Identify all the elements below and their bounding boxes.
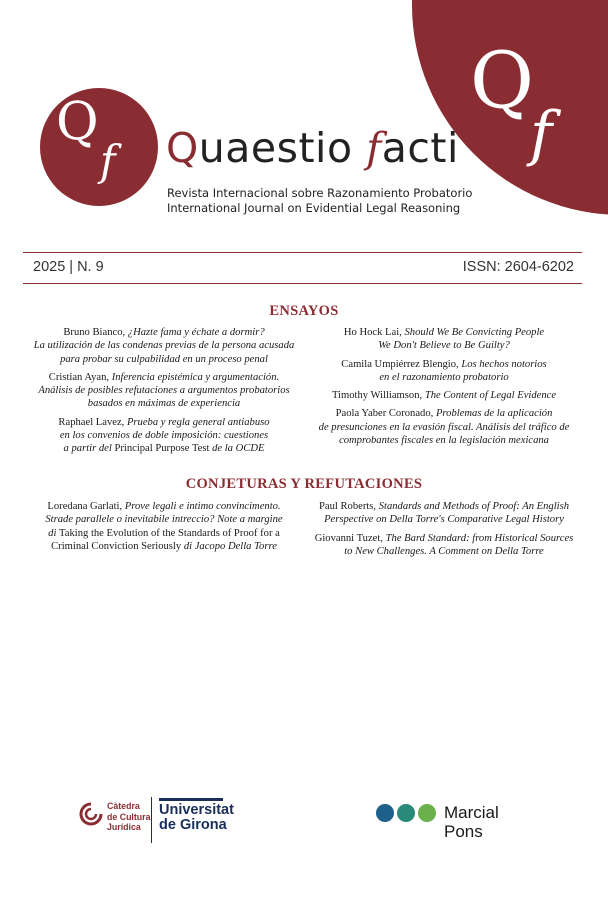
article-title-text: Should We Be Convicting People: [404, 327, 545, 338]
article-entry: [310, 358, 578, 385]
article-plain-text: Taking the Evolution of the Standards of Proof for a: [59, 527, 280, 539]
entry-line: [30, 500, 298, 513]
article-title-text: a partir del: [63, 443, 115, 455]
entry-line: [310, 421, 578, 434]
ensayos-left-column: [30, 326, 298, 461]
title-part-1: uaestio: [198, 124, 367, 172]
article-plain-text: Principal Purpose Test: [114, 443, 213, 455]
catedra-spiral-icon: [78, 800, 104, 830]
article-title-text: di: [48, 527, 60, 539]
corner-monogram-q: Q: [470, 36, 534, 126]
article-entry: [30, 326, 298, 366]
section-title-conjeturas: CONJETURAS Y REFUTACIONES: [185, 476, 423, 492]
marcial-pons-logo-text: [444, 803, 499, 841]
logo-monogram-f: f: [100, 136, 116, 185]
article-title-text: to New Challenges. A Comment on Della Torre: [344, 545, 544, 557]
title-part-2: acti: [381, 124, 459, 172]
marcial-pons-circles-icon: [375, 803, 439, 823]
article-title-text: Inferencia epistémica y argumentación.: [111, 371, 280, 383]
entry-line: [310, 545, 578, 558]
article-title-text: Prove legali e intimo convincimento.: [124, 501, 281, 512]
article-author: Paul Roberts,: [318, 501, 379, 512]
entry-line: [30, 429, 298, 442]
divider-top: [23, 252, 582, 253]
entry-line: [310, 389, 578, 402]
entry-line: [30, 397, 298, 410]
issue-year-number: 2025 | N. 9: [33, 259, 104, 275]
entry-line: [30, 442, 298, 455]
article-title-text: We Don't Believe to Be Guilty?: [378, 340, 510, 352]
entry-line: [30, 513, 298, 526]
mp-line: Marcial: [444, 803, 499, 822]
article-plain-text: Criminal Conviction Seriously: [51, 540, 184, 552]
article-title-text: ¿Hazte fama y échate a dormir?: [127, 327, 265, 338]
ensayos-right-column: [310, 326, 578, 452]
subtitle-english: International Journal on Evidential Legal Reasoning: [167, 201, 461, 215]
article-title-text: comprobantes fiscales en la legislación mexicana: [339, 435, 549, 447]
entry-line: [310, 434, 578, 447]
article-author: Timothy Williamson,: [331, 390, 425, 402]
article-author: Raphael Lavez,: [58, 416, 127, 428]
entry-line: [310, 500, 578, 513]
entry-line: [30, 527, 298, 540]
entry-line: [310, 513, 578, 526]
universitat-girona-logo-text: [159, 803, 234, 833]
article-entry: [310, 326, 578, 353]
udg-line: de Girona: [159, 817, 227, 833]
article-title-text: Análisis de posibles refutaciones a argumentos probatorios: [38, 385, 290, 397]
article-entry: [310, 407, 578, 447]
entry-line: [310, 371, 578, 384]
article-title-text: Standards and Methods of Proof: An English: [378, 501, 570, 512]
entry-line: [30, 353, 298, 366]
article-title-text: The Bard Standard: from Historical Sources: [385, 532, 574, 544]
article-entry: [30, 371, 298, 411]
entry-line: [30, 339, 298, 352]
logo-separator: [151, 797, 152, 843]
entry-line: [30, 371, 298, 384]
conjeturas-left-column: [30, 500, 298, 558]
article-entry: [30, 416, 298, 456]
entry-line: [30, 540, 298, 553]
article-author: Bruno Bianco,: [63, 327, 128, 338]
entry-line: [30, 326, 298, 339]
entry-line: [310, 358, 578, 371]
entry-line: [310, 339, 578, 352]
issue-issn: ISSN: 2604-6202: [462, 259, 574, 275]
article-author: Camila Umpiérrez Blengio,: [341, 358, 462, 370]
section-title-ensayos: ENSAYOS: [269, 303, 339, 319]
entry-line: [310, 532, 578, 545]
article-title-text: en los convenios de doble imposición: cuestiones: [59, 430, 269, 442]
udg-crest-bar: [159, 798, 223, 801]
article-title-text: Perspective on Della Torre's Comparative Legal History: [324, 514, 564, 526]
article-title-text: di Jacopo Della Torre: [183, 540, 277, 552]
conjeturas-right-column: [310, 500, 578, 563]
article-title-text: Prueba y regla general antiabuso: [126, 416, 270, 428]
mp-line: Pons: [444, 822, 483, 841]
entry-line: [310, 326, 578, 339]
article-entry: [30, 500, 298, 553]
article-author: Paola Yaber Coronado,: [335, 408, 436, 420]
entry-line: [310, 407, 578, 420]
corner-monogram-f: f: [530, 99, 553, 169]
catedra-line: Jurídica: [107, 822, 141, 832]
article-entry: [310, 500, 578, 527]
udg-line: Universitat: [159, 802, 234, 818]
entry-line: [30, 384, 298, 397]
article-entry: [310, 532, 578, 559]
article-title-text: basados en máximas de experiencia: [87, 398, 241, 410]
article-author: Ho Hock Lai,: [343, 327, 405, 338]
title-initial-q: Q: [166, 124, 199, 172]
logo-monogram-q: Q: [56, 92, 99, 152]
article-title-text: Problemas de la aplicación: [435, 408, 553, 420]
journal-title: [166, 124, 459, 172]
article-title-text: The Content of Legal Evidence: [424, 390, 557, 402]
article-author: Giovanni Tuzet,: [314, 532, 386, 544]
divider-bottom: [23, 283, 582, 284]
catedra-line: de Cultura: [107, 811, 151, 822]
catedra-logo-text: [107, 801, 151, 833]
subtitle-spanish: Revista Internacional sobre Razonamiento Probatorio: [167, 186, 473, 200]
article-author: Cristian Ayan,: [48, 371, 112, 383]
mp-circle: [418, 804, 436, 822]
entry-line: [30, 416, 298, 429]
article-entry: [310, 389, 578, 402]
article-title-text: de presunciones en la evasión fiscal. Análisis del tráfico de: [318, 421, 570, 433]
catedra-line: Càtedra: [107, 801, 140, 811]
article-author: Loredana Garlati,: [47, 501, 125, 512]
article-title-text: La utilización de las condenas previas de la persona acusada: [33, 340, 295, 352]
article-title-text: Los hechos notorios: [461, 358, 547, 370]
article-title-text: de la OCDE: [212, 443, 265, 455]
article-title-text: en el razonamiento probatorio: [379, 371, 509, 383]
title-initial-f: f: [366, 124, 382, 172]
article-title-text: Strade parallele o inevitabile intreccio? Note a margine: [45, 514, 283, 526]
mp-circle: [397, 804, 415, 822]
article-title-text: para probar su culpabilidad en un proceso penal: [60, 353, 268, 365]
mp-circle: [376, 804, 394, 822]
